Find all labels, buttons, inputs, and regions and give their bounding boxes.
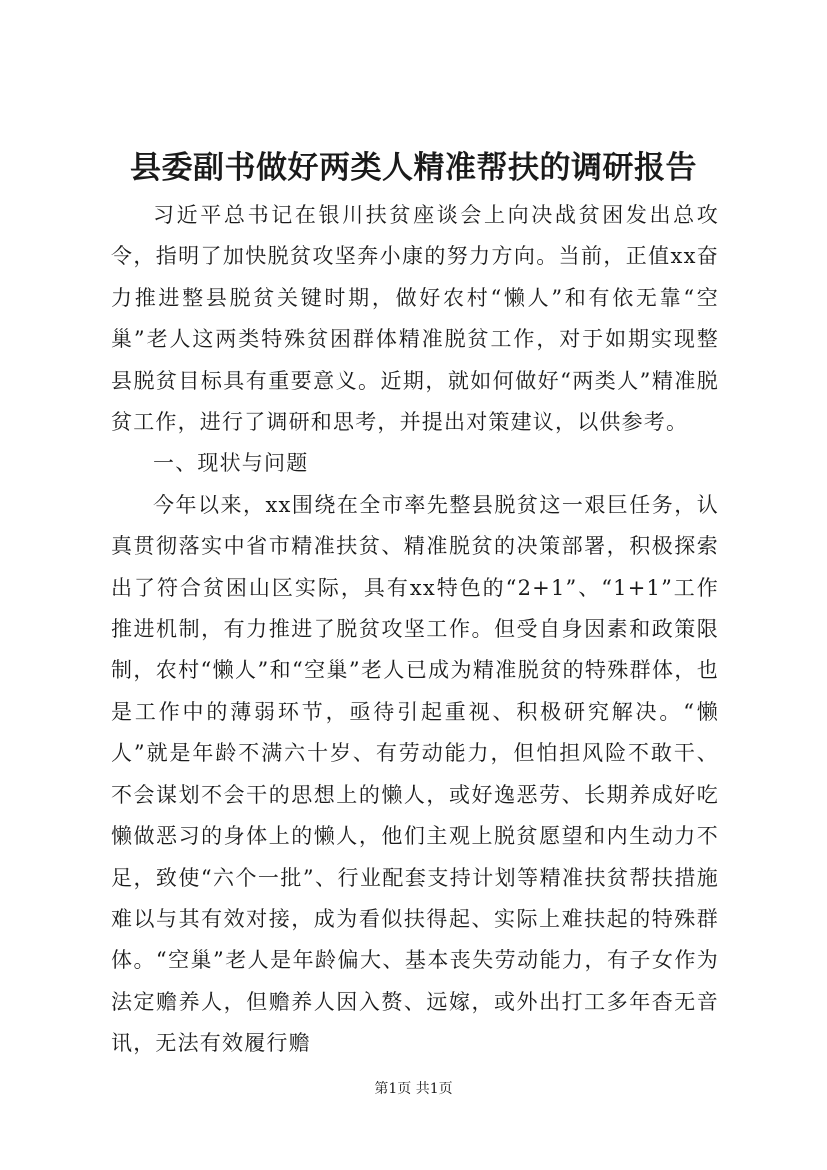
- paragraph-status: 今年以来，xx围绕在全市率先整县脱贫这一艰巨任务，认真贯彻落实中省市精准扶贫、精准脱贫的决策部署，积极探索出了符合贫困山区实际，具有xx特色的“2+1”、“1+1”工作推进机制，有力推进了脱贫攻坚工作。但受自身因素和政策限制，农村“懒人”和“空巢”老人已成为精准脱贫的特殊群体，也是工作中的薄弱环节，亟待引起重视、积极研究解决。“懒人”就是年龄不满六十岁、有劳动能力，但怕担风险不敢干、不会谋划不会干的思想上的懒人，或好逸恶劳、长期养成好吃懒做恶习的身体上的懒人，他们主观上脱贫愿望和内生动力不足，致使“六个一批”、行业配套支持计划等精准扶贫帮扶措施难以与其有效对接，成为看似扶得起、实际上难扶起的特殊群体。“空巢”老人是年龄偏大、基本丧失劳动能力，有子女作为法定赡养人，但赡养人因入赘、远嫁，或外出打工多年杳无音讯，无法有效履行赡: [111, 492, 719, 1056]
- page-footer: 第1页 共1页: [374, 1081, 453, 1097]
- document-body: [111, 195, 719, 1065]
- document-title: 县委副书做好两类人精准帮扶的调研报告: [130, 150, 697, 186]
- paragraph-intro: 习近平总书记在银川扶贫座谈会上向决战贫困发出总攻令，指明了加快脱贫攻坚奔小康的努力方向。当前，正值xx奋力推进整县脱贫关键时期，做好农村“懒人”和有依无靠“空巢”老人这两类特殊贫困群体精准脱贫工作，对于如期实现整县脱贫目标具有重要意义。近期，就如何做好“两类人”精准脱贫工作，进行了调研和思考，并提出对策建议，以供参考。: [111, 203, 719, 435]
- section-heading: 一、现状与问题: [153, 451, 309, 476]
